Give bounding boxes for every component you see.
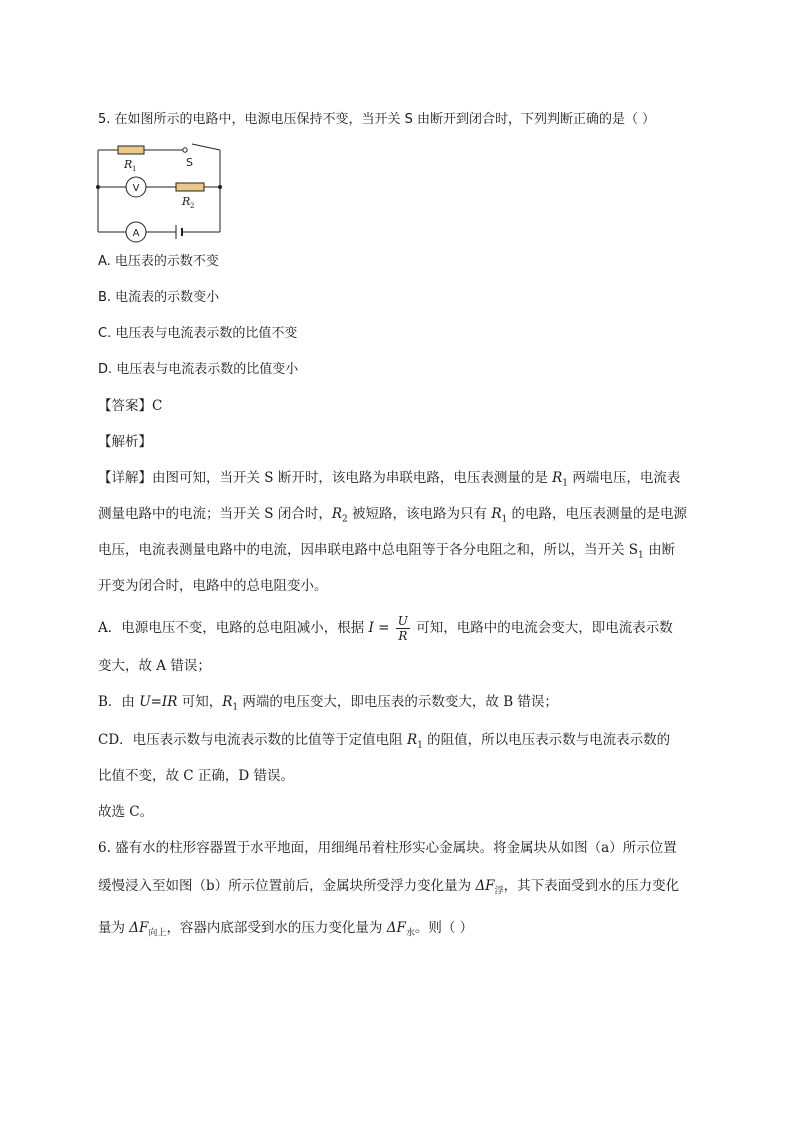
analysis-title: 【解析】 [98, 434, 152, 450]
q6-line-1: 6. 盛有水的柱形容器置于水平地面，用细绳吊着柱形实心金属块。将金属块从如图（a）所示位置 [98, 840, 677, 856]
r2-label: R [182, 195, 191, 208]
junction-dot [96, 185, 100, 189]
detail-line-3: 电压，电流表测量电路中的电流，因串联电路中总电阻等于各分电阻之和，所以，当开关 $S_1$ 由断 [98, 542, 676, 561]
circuit-diagram [96, 140, 226, 244]
option-d: D. 电压表与电流表示数的比值变小 [98, 362, 299, 377]
a-explanation-line-2: 变大，故 A 错误； [98, 658, 211, 674]
fraction-u-over-r: $\frac{U}{R}$ [397, 614, 408, 643]
conclusion: 故选 C。 [98, 804, 154, 820]
answer: 【答案】C [98, 398, 163, 414]
detail-line-4: 开变为闭合时，电路中的总电阻变小。 [98, 578, 328, 594]
b-explanation: B．由 U=IR 可知，$R_1$ 两端的电压变大，即电压表的示数变大，故 B 错误； [98, 694, 558, 713]
switch-terminal [183, 148, 187, 152]
detail-line-2: 测量电路中的电流；当开关 S 闭合时，$R_2$ 被短路，该电路为只有 $R_1$ 的电路，电压表测量的是电源 [98, 506, 688, 525]
switch-label: S [186, 156, 193, 169]
a-explanation-line-1: A．电源电压不变，电路的总电阻减小，根据 I = $\frac{U}{R}$ 可知，电路中的电流会变大，即电流表示数 [98, 614, 673, 643]
switch-blade [192, 144, 220, 150]
option-c: C. 电压表与电流表示数的比值不变 [98, 326, 298, 341]
q6-line-3: 量为 $\Delta F_{向上}$，容器内底部受到水的压力变化量为 $\Delta F_水$。则（ ） [98, 920, 474, 939]
voltmeter-label: V [132, 183, 140, 194]
resistor-r2 [176, 183, 204, 191]
r1-label: R [124, 158, 133, 171]
q6-line-2: 缓慢浸入至如图（b）所示位置前后，金属块所受浮力变化量为 $\Delta F_浮$，其下表面受到水的压力变化 [98, 878, 680, 897]
option-b: B. 电流表的示数变小 [98, 290, 220, 305]
detail-line-1: 【详解】由图可知，当开关 S 断开时，该电路为串联电路，电压表测量的是 $R_1$ 两端电压，电流表 [98, 470, 681, 489]
junction-dot [218, 185, 222, 189]
r1-label-sub: 1 [132, 165, 137, 173]
ammeter-label: A [132, 228, 140, 239]
r2-label-sub: 2 [190, 202, 195, 210]
cd-explanation-line-2: 比值不变，故 C 正确，D 错误。 [98, 768, 295, 784]
q5-stem: 5. 在如图所示的电路中，电源电压保持不变，当开关 S 由断开到闭合时，下列判断正确的是（ ） [98, 112, 656, 127]
cd-explanation-line-1: CD．电压表示数与电流表示数的比值等于定值电阻 $R_1$ 的阻值，所以电压表示数与电流表示数的 [98, 732, 671, 751]
resistor-r1 [118, 146, 144, 154]
option-a: A. 电压表的示数不变 [98, 254, 219, 269]
